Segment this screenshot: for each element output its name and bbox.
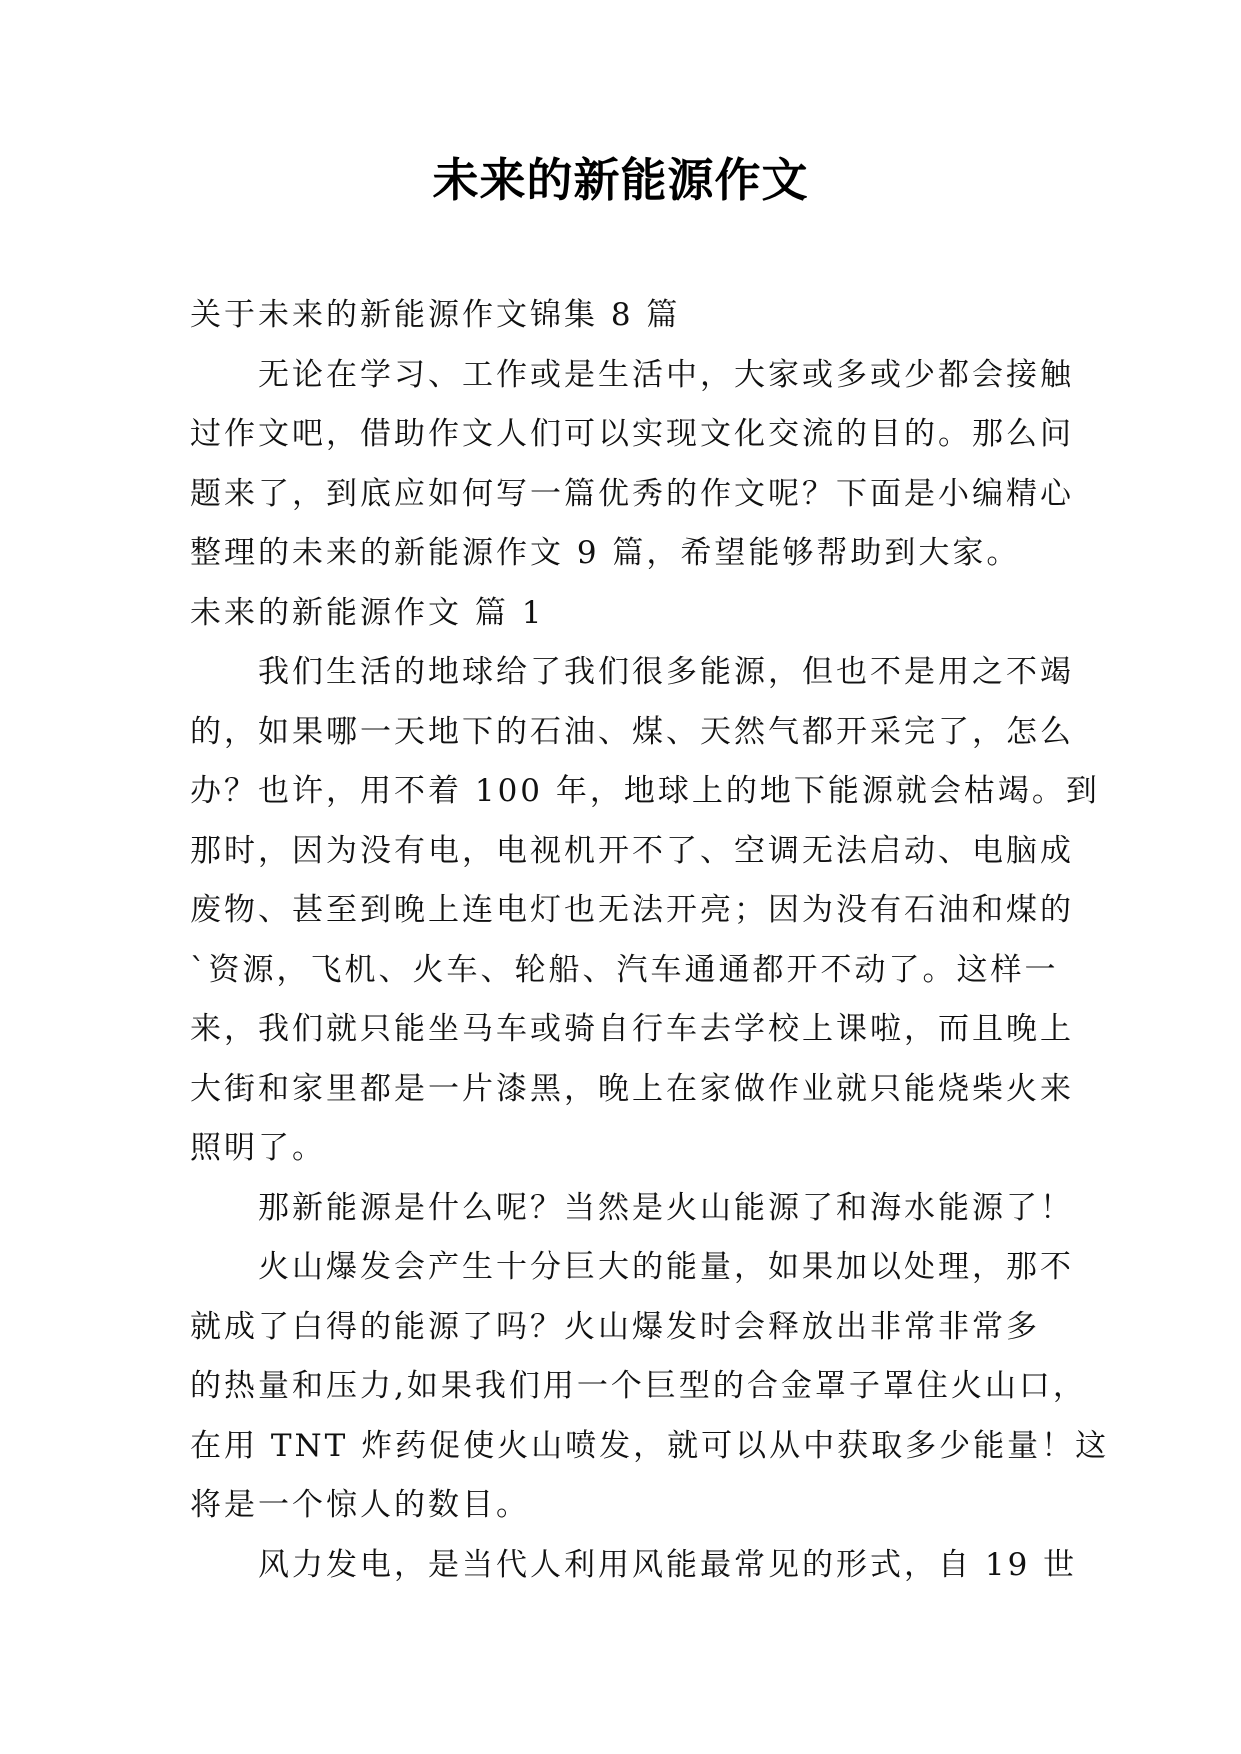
- text-line: 的，如果哪一天地下的石油、煤、天然气都开采完了，怎么: [190, 713, 1074, 750]
- text-line: 那新能源是什么呢？当然是火山能源了和海水能源了！: [258, 1189, 1074, 1226]
- text-line: 未来的新能源作文 篇 1: [190, 594, 545, 631]
- text-line: 火山爆发会产生十分巨大的能量，如果加以处理，那不: [258, 1249, 1074, 1285]
- text-line: 来，我们就只能坐马车或骑自行车去学校上课啦，而且晚上: [190, 1011, 1074, 1047]
- text-line: 无论在学习、工作或是生活中，大家或多或少都会接触: [258, 356, 1074, 393]
- text-line: `资源，飞机、火车、轮船、汽车通通都开不动了。这样一: [190, 951, 1059, 988]
- text-line: 风力发电，是当代人利用风能最常见的形式，自 19 世: [258, 1546, 1078, 1583]
- text-line: 将是一个惊人的数目。: [190, 1487, 530, 1523]
- text-line: 关于未来的新能源作文锦集 8 篇: [190, 297, 681, 333]
- text-line: 的热量和压力,如果我们用一个巨型的合金罩子罩住火山口，: [190, 1368, 1087, 1404]
- text-line: 整理的未来的新能源作文 9 篇，希望能够帮助到大家。: [190, 535, 1021, 571]
- text-line: 题来了，到底应如何写一篇优秀的作文呢？下面是小编精心: [190, 475, 1074, 512]
- text-line: 就成了白得的能源了吗？火山爆发时会释放出非常非常多: [190, 1308, 1040, 1345]
- document-body: [190, 286, 1110, 1595]
- text-line: 过作文吧，借助作文人们可以实现文化交流的目的。那么问: [190, 416, 1074, 452]
- text-line: 大街和家里都是一片漆黑，晚上在家做作业就只能烧柴火来: [190, 1070, 1074, 1107]
- document-title: 未来的新能源作文: [432, 153, 809, 207]
- text-line: 在用 TNT 炸药促使火山喷发，就可以从中获取多少能量！这: [190, 1427, 1110, 1464]
- text-line: 办？也许，用不着 100 年，地球上的地下能源就会枯竭。到: [190, 773, 1100, 809]
- text-line: 照明了。: [190, 1130, 326, 1166]
- text-line: 我们生活的地球给了我们很多能源，但也不是用之不竭: [258, 654, 1074, 690]
- text-line: 那时，因为没有电，电视机开不了、空调无法启动、电脑成: [190, 832, 1074, 869]
- text-line: 废物、甚至到晚上连电灯也无法开亮；因为没有石油和煤的: [190, 892, 1074, 928]
